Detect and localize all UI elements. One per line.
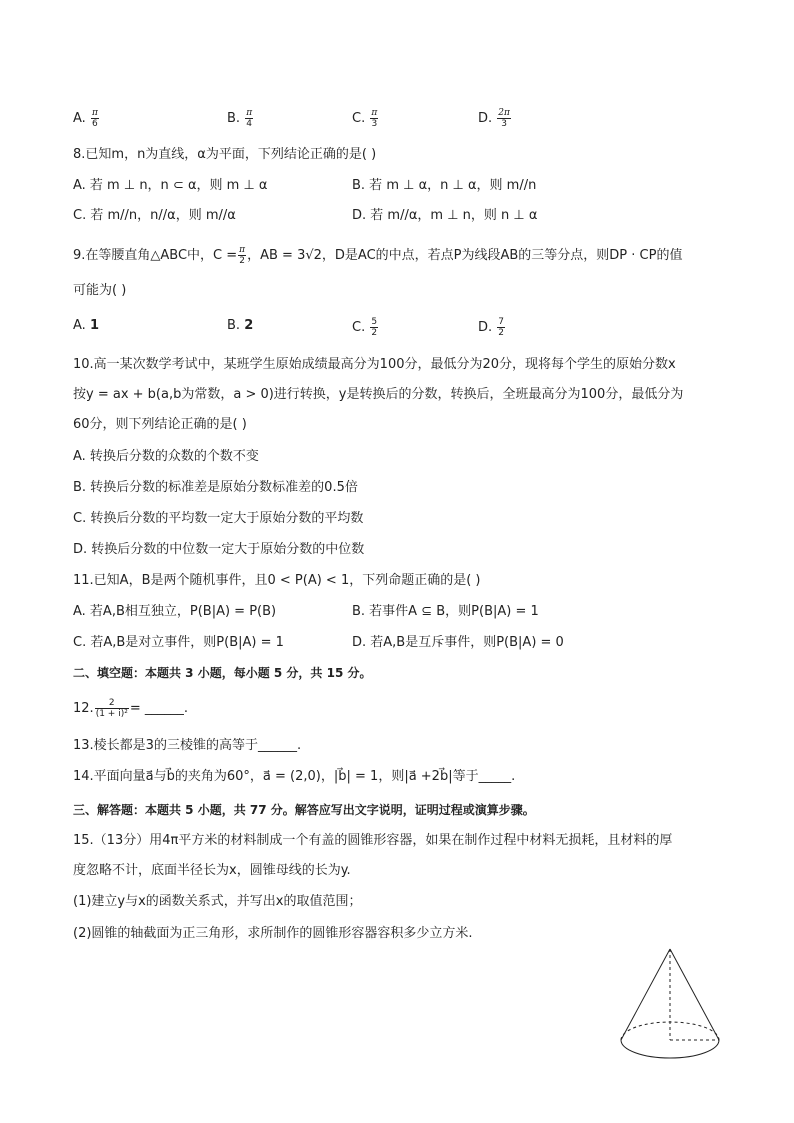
q10-option-a: A. 转换后分数的众数的个数不变 <box>73 449 259 464</box>
fraction: $\frac{2}{\text{(1 + i)²}}$ <box>95 698 128 719</box>
q10-option-b: B. 转换后分数的标准差是原始分数标准差的0.5倍 <box>73 480 358 495</box>
q15-part1: (1)建立y与x的函数关系式，并写出x的取值范围； <box>73 894 362 909</box>
q10-stem-line2: 按y = ax + b(a,b为常数，a > 0)进行转换，y是转换后的分数，转换后，全班最高分为100分，最低分为 <box>73 387 684 402</box>
q11-option-c: C. 若A,B是对立事件，则P(B|A) = 1 <box>73 635 284 650</box>
fraction: $\frac{\pi}{3}$ <box>371 108 378 129</box>
cone-slant-right <box>670 949 719 1040</box>
q10-stem-line3: 60分，则下列结论正确的是( ) <box>73 417 247 432</box>
q8-option-c: C. 若 m//n，n//α，则 m//α <box>73 208 236 223</box>
fraction: $\frac{2\pi}{3}$ <box>498 108 510 129</box>
q12: 12. $\frac{2}{\text{(1 + i)²}}$ = ______. <box>73 698 188 719</box>
fraction: $\frac{5}{2}$ <box>371 317 378 338</box>
fraction: $\frac{\pi}{4}$ <box>246 108 253 129</box>
q7-option-c: C. $\frac{\pi}{3}$ <box>352 108 378 129</box>
q15-stem-line1: 15.（13分）用4π平方米的材料制成一个有盖的圆锥形容器，如果在制作过程中材料无损耗，且材料的厚 <box>73 833 673 848</box>
cone-figure <box>615 945 725 1070</box>
cone-base-front <box>621 1040 719 1058</box>
q9-stem-line2: 可能为( ) <box>73 283 127 298</box>
section-fill-in-heading: 二、填空题：本题共 3 小题，每小题 5 分，共 15 分。 <box>73 666 372 680</box>
q11-option-d: D. 若A,B是互斥事件，则P(B|A) = 0 <box>352 635 564 650</box>
fraction: $\frac{\pi}{6}$ <box>91 108 98 129</box>
q10-option-c: C. 转换后分数的平均数一定大于原始分数的平均数 <box>73 511 364 526</box>
fraction: $\frac{\pi}{2}$ <box>239 245 246 266</box>
fraction: $\frac{7}{2}$ <box>498 317 505 338</box>
q8-option-a: A. 若 m ⊥ n，n ⊂ α，则 m ⊥ α <box>73 178 268 193</box>
q8-stem: 8.已知m，n为直线，α为平面，下列结论正确的是( ) <box>73 147 377 162</box>
q8-option-d: D. 若 m//α，m ⊥ n，则 n ⊥ α <box>352 208 538 223</box>
q10-option-d: D. 转换后分数的中位数一定大于原始分数的中位数 <box>73 542 365 557</box>
q9-option-a: A. 1 <box>73 318 99 333</box>
section-answer-heading: 三、解答题：本题共 5 小题，共 77 分。解答应写出文字说明，证明过程或演算步骤。 <box>73 803 535 817</box>
q14: 14.平面向量a⃗与b⃗的夹角为60°，a⃗ = (2,0)，|b⃗| = 1，则|a⃗ +2b⃗|等于_____. <box>73 769 516 784</box>
q13: 13.棱长都是3的三棱锥的高等于______. <box>73 738 302 753</box>
q7-option-a: A. $\frac{\pi}{6}$ <box>73 108 98 129</box>
q11-option-a: A. 若A,B相互独立，P(B|A) = P(B) <box>73 604 277 619</box>
q8-option-b: B. 若 m ⊥ α，n ⊥ α，则 m//n <box>352 178 537 193</box>
q10-stem-line1: 10.高一某次数学考试中，某班学生原始成绩最高分为100分，最低分为20分，现将每个学生的原始分数x <box>73 357 676 372</box>
q11-option-b: B. 若事件A ⊆ B，则P(B|A) = 1 <box>352 604 539 619</box>
cone-base-back <box>621 1022 719 1040</box>
q9-option-c: C. $\frac{5}{2}$ <box>352 317 378 338</box>
q9-option-b: B. 2 <box>227 318 254 333</box>
q7-option-b: B. $\frac{\pi}{4}$ <box>227 108 253 129</box>
q11-stem: 11.已知A，B是两个随机事件，且0 < P(A) < 1，下列命题正确的是( ) <box>73 573 481 588</box>
cone-slant-left <box>621 949 670 1040</box>
q15-stem-line2: 度忽略不计，底面半径长为x，圆锥母线的长为y. <box>73 863 351 878</box>
q9-stem: 9.在等腰直角△ABC中，C = $\frac{\pi}{2}$ ，AB = 3√2，D是AC的中点，若点P为线段AB的三等分点，则DP · CP的值 <box>73 245 683 266</box>
q15-part2: (2)圆锥的轴截面为正三角形，求所制作的圆锥形容器容积多少立方米. <box>73 926 473 941</box>
q9-option-d: D. $\frac{7}{2}$ <box>478 317 505 338</box>
q7-option-d: D. $\frac{2\pi}{3}$ <box>478 108 510 129</box>
